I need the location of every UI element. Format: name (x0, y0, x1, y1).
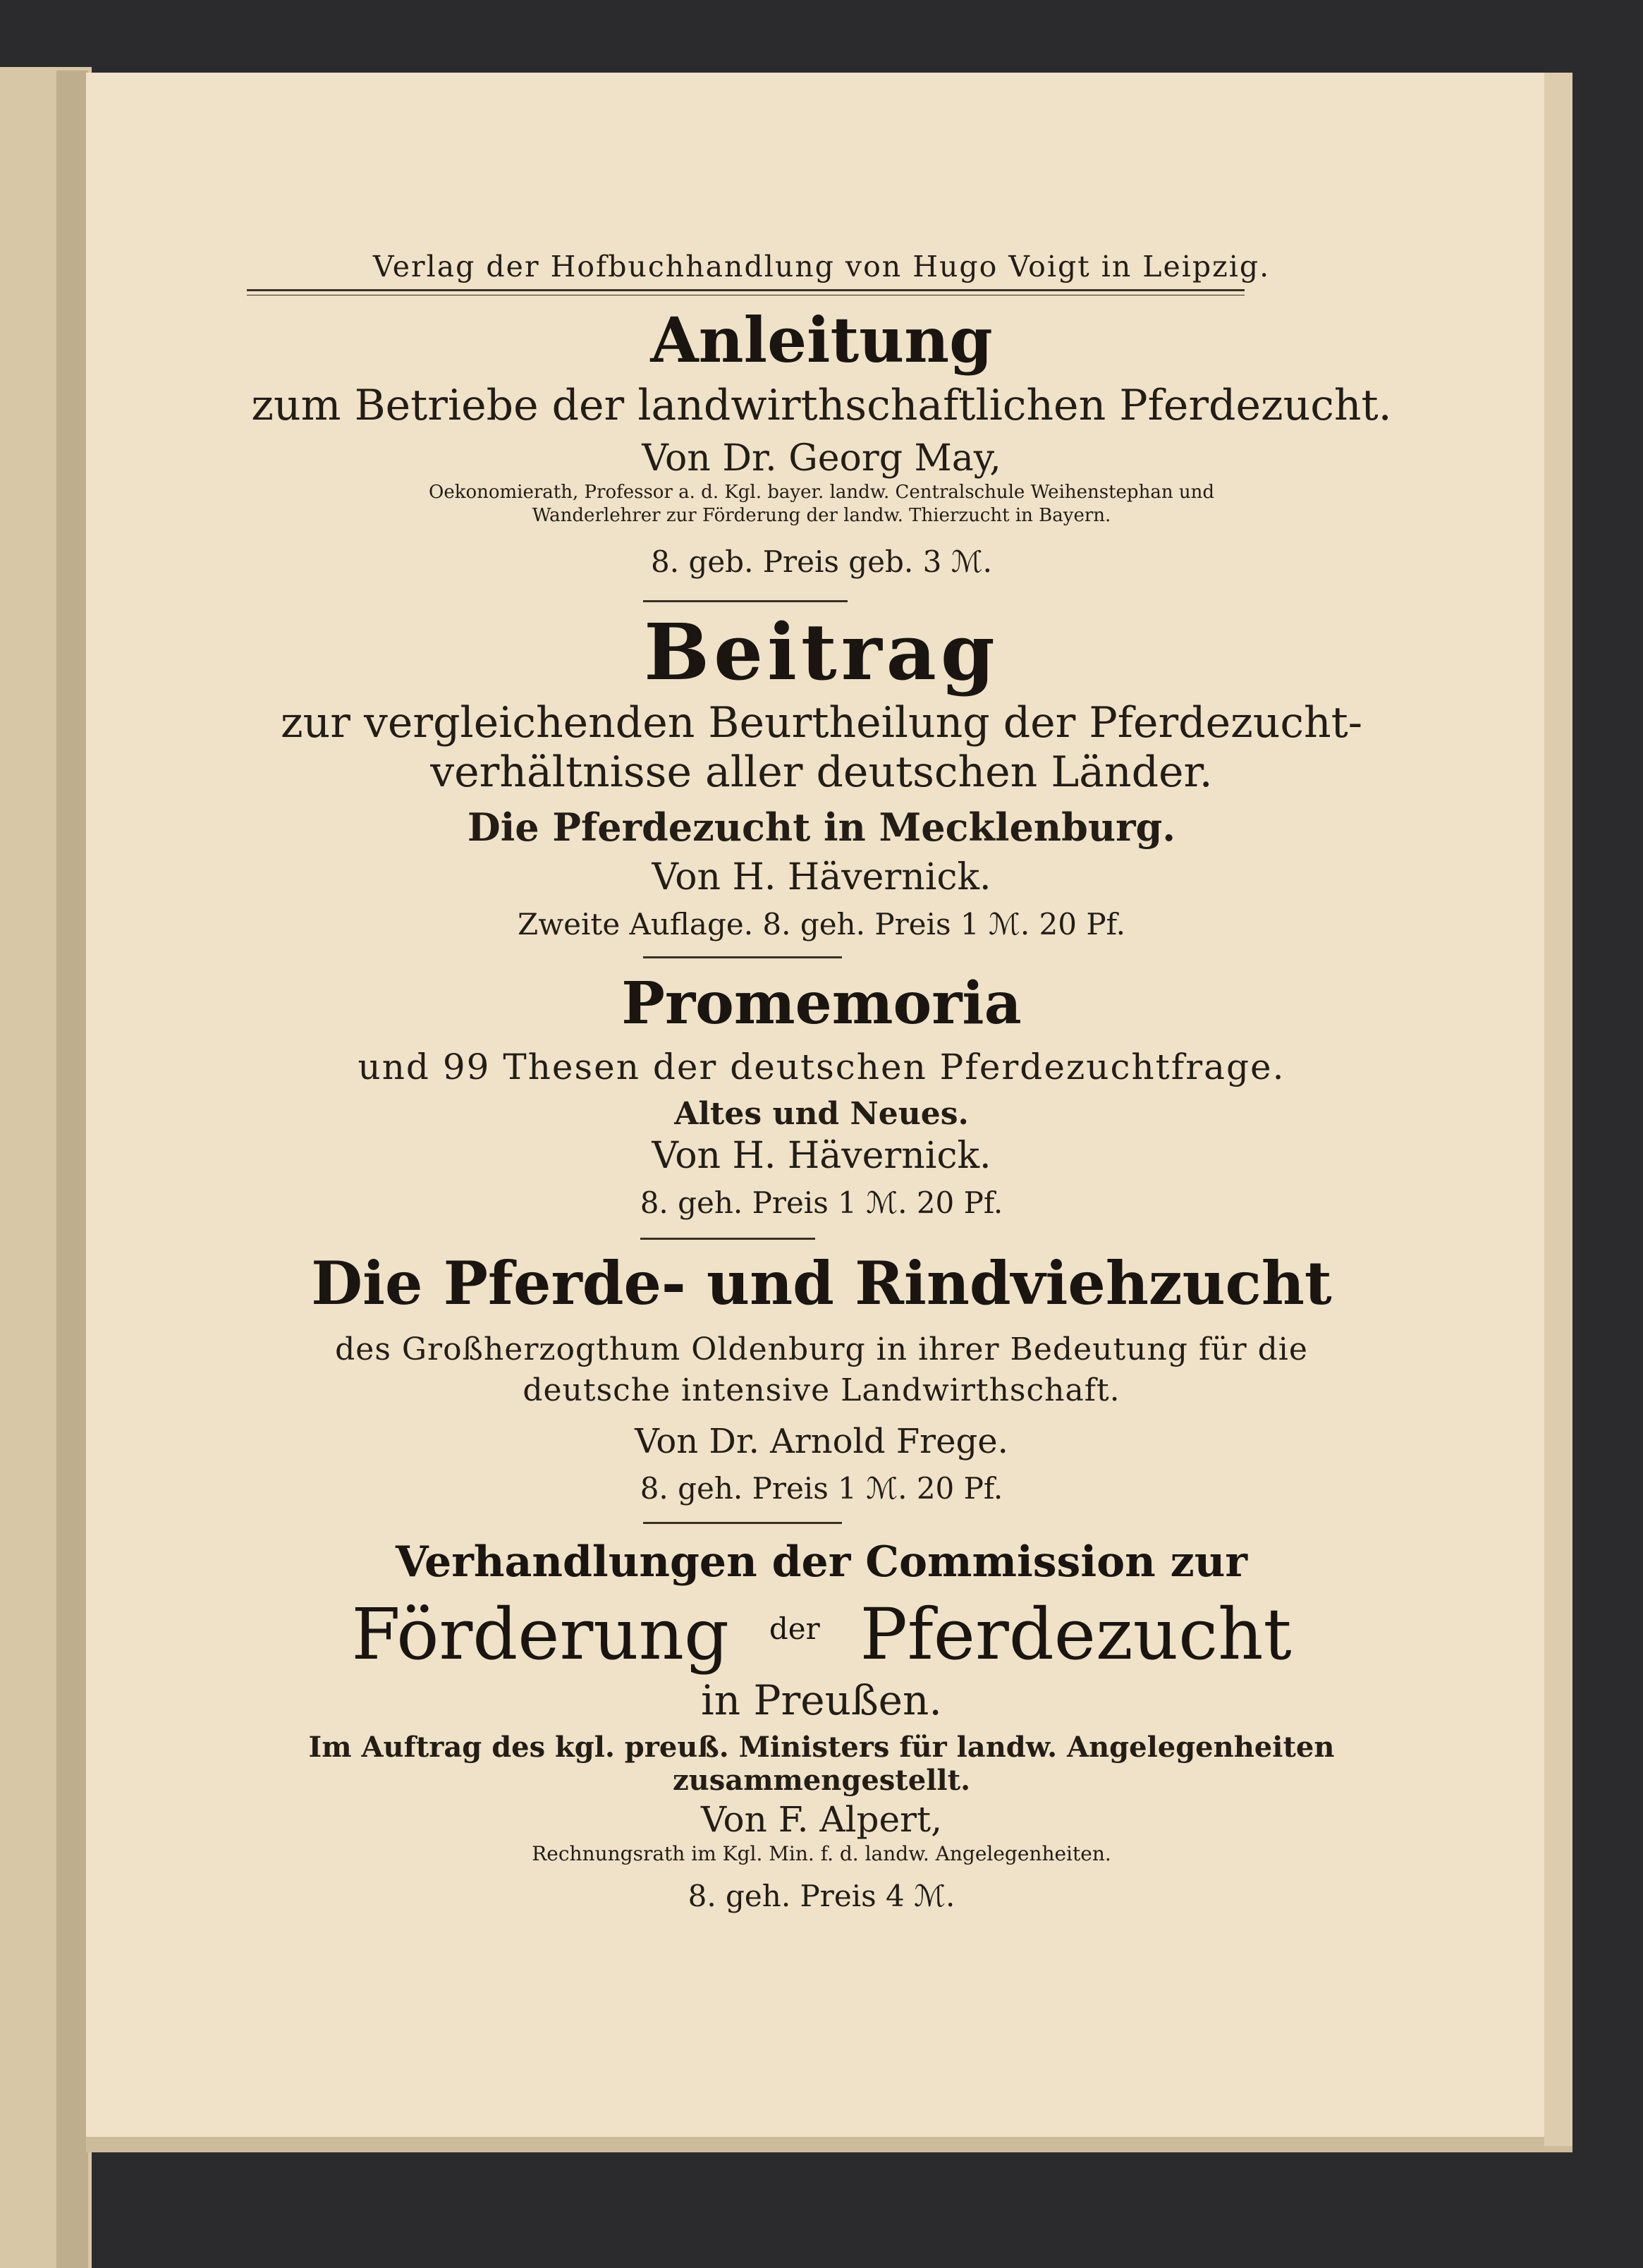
book-4-price: 8. geh. Preis 1 ℳ. 20 Pf. (640, 1471, 1003, 1506)
publisher-line (0, 250, 1643, 284)
book-5-title-line-2 (0, 1593, 1643, 1676)
book-2-subtitle-1: zur vergleichenden Beurtheilung der Pferdezucht- (281, 698, 1362, 748)
book-2-price: Zweite Auflage. 8. geh. Preis 1 ℳ. 20 Pf. (518, 907, 1125, 941)
separator-3 (640, 1238, 815, 1240)
separator-4 (643, 1522, 842, 1524)
book-3-price: 8. geh. Preis 1 ℳ. 20 Pf. (640, 1185, 1003, 1220)
book-1-price: 8. geb. Preis geb. 3 ℳ. (651, 544, 992, 579)
book-5-author: Von F. Alpert, (701, 1799, 942, 1840)
book-5-author-detail: Rechnungsrath im Kgl. Min. f. d. landw. Angelegenheiten. (532, 1842, 1111, 1865)
page-bottom-edge (86, 2137, 1572, 2152)
book-3-author: Von H. Hävernick. (652, 1135, 991, 1177)
book-5-title-line-1: Verhandlungen der Commission zur (396, 1537, 1247, 1587)
book-1-author: Von Dr. Georg May, (642, 437, 1001, 480)
book-1-author-detail-1: Oekonomierath, Professor a. d. Kgl. bayer. landw. Centralschule Weihenstephan und (429, 482, 1214, 503)
separator-2 (643, 956, 842, 958)
book-5-subtitle-2: zusammengestellt. (672, 1764, 971, 1797)
book-4-author: Von Dr. Arnold Frege. (635, 1422, 1008, 1461)
book-2-author: Von H. Hävernick. (652, 856, 991, 898)
book-5-title-word-small: der (769, 1611, 820, 1646)
book-2-subtitle-2: verhältnisse aller deutschen Länder. (430, 748, 1213, 797)
book-1-title: Anleitung (650, 303, 993, 377)
book-4-subtitle-1: des Großherzogthum Oldenburg in ihrer Bedeutung für die (335, 1331, 1308, 1367)
book-4-title: Die Pferde- und Rindviehzucht (311, 1248, 1332, 1318)
book-5-subtitle-1: Im Auftrag des kgl. preuß. Ministers für landw. Angelegenheiten (308, 1731, 1335, 1764)
publisher-text: Verlag der Hofbuchhandlung von Hugo Voigt in Leipzig. (372, 250, 1271, 284)
book-5-price: 8. geh. Preis 4 ℳ. (688, 1879, 955, 1913)
book-1-subtitle: zum Betriebe der landwirthschaftlichen Pferdezucht. (251, 381, 1392, 430)
book-4-subtitle-2: deutsche intensive Landwirthschaft. (523, 1372, 1120, 1408)
book-3-subtitle: und 99 Thesen der deutschen Pferdezuchtfrage. (358, 1047, 1285, 1087)
book-3-title: Promemoria (621, 970, 1022, 1037)
book-2-title: Beitrag (644, 606, 999, 697)
publisher-rule (247, 289, 1245, 291)
book-3-section: Altes und Neues. (674, 1096, 969, 1132)
book-5-title-word-a: Förderung (351, 1593, 730, 1676)
book-2-section: Die Pferdezucht in Mecklenburg. (467, 805, 1176, 850)
book-1-author-detail-2: Wanderlehrer zur Förderung der landw. Thierzucht in Bayern. (532, 505, 1111, 526)
book-5-title-word-b: Pferdezucht (860, 1593, 1292, 1676)
separator-1 (643, 600, 848, 602)
book-5-title-line-3: in Preußen. (701, 1676, 942, 1724)
